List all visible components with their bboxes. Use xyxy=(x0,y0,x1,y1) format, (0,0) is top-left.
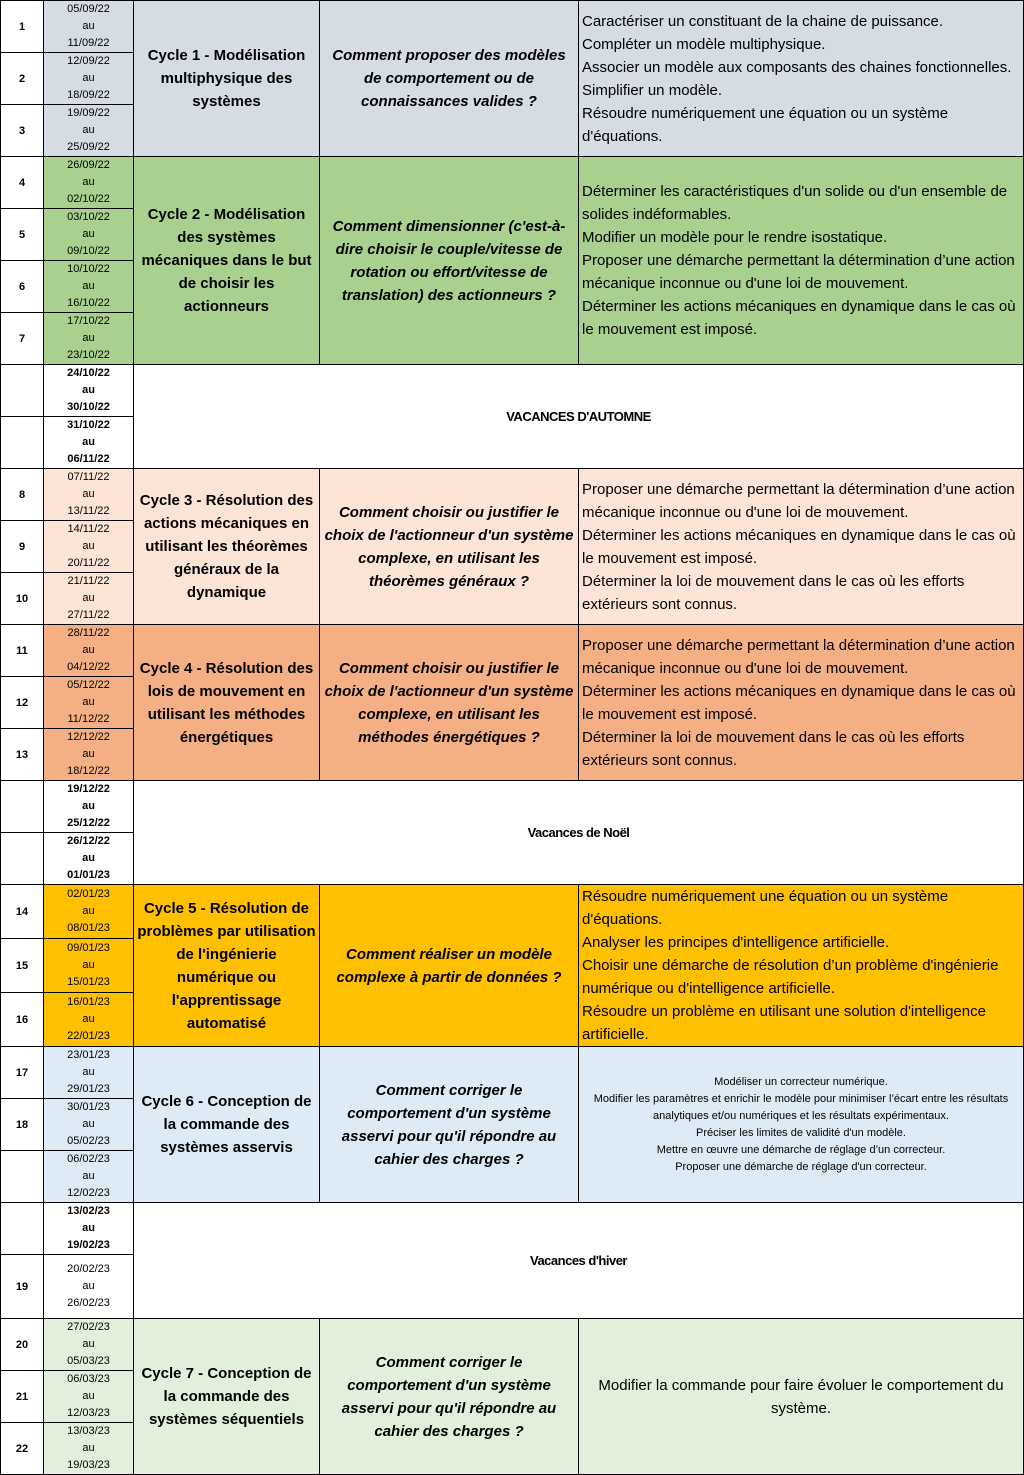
week-number: 6 xyxy=(1,261,44,313)
week-dates: 26/12/22 au 01/01/23 xyxy=(44,833,134,885)
vacation-autumn: VACANCES D'AUTOMNE xyxy=(134,365,1024,469)
week-number xyxy=(1,1203,44,1255)
week-number: 10 xyxy=(1,573,44,625)
week-number: 20 xyxy=(1,1319,44,1371)
cycle-4-objectives: Proposer une démarche permettant la détermination d’une action mécanique inconnue ou d'une loi de mouvement. Déterminer les actions mécaniques en dynamique dans le cas où le mouvement est imposé. Déterminer la loi de mouvement dans le cas où les efforts extérieurs sont connus. xyxy=(579,625,1024,781)
week-dates: 20/02/23 au 26/02/23 xyxy=(44,1255,134,1319)
week-number: 2 xyxy=(1,53,44,105)
cycle-4-question: Comment choisir ou justifier le choix de l'actionneur d'un système complexe, en utilisant les méthodes énergétiques ? xyxy=(320,625,579,781)
week-number: 15 xyxy=(1,939,44,993)
week-number: 7 xyxy=(1,313,44,365)
week-dates: 30/01/23 au 05/02/23 xyxy=(44,1099,134,1151)
week-dates: 21/11/22 au 27/11/22 xyxy=(44,573,134,625)
week-number: 16 xyxy=(1,993,44,1047)
week-dates: 27/02/23 au 05/03/23 xyxy=(44,1319,134,1371)
cycle-6-objectives: Modéliser un correcteur numérique. Modifier les paramètres et enrichir le modèle pour minimiser l’écart entre les résultats analytiques et/ou numériques et les résultats expérimentaux. Préciser les limites de validité d'un modèle. Mettre en œuvre une démarche de réglage d’un correcteur. Proposer une démarche de réglage d'un correcteur. xyxy=(579,1047,1024,1203)
week-dates: 19/09/22 au 25/09/22 xyxy=(44,105,134,157)
week-number: 21 xyxy=(1,1371,44,1423)
week-number: 14 xyxy=(1,885,44,939)
week-number: 5 xyxy=(1,209,44,261)
week-dates: 02/01/23 au 08/01/23 xyxy=(44,885,134,939)
cycle-4-title: Cycle 4 - Résolution des lois de mouvement en utilisant les méthodes énergétiques xyxy=(134,625,320,781)
week-number: 4 xyxy=(1,157,44,209)
cycle-2-title: Cycle 2 - Modélisation des systèmes mécaniques dans le but de choisir les actionneurs xyxy=(134,157,320,365)
week-number xyxy=(1,417,44,469)
week-number: 9 xyxy=(1,521,44,573)
week-number: 19 xyxy=(1,1255,44,1319)
cycle-7-question: Comment corriger le comportement d'un système asservi pour qu'il répondre au cahier des charges ? xyxy=(320,1319,579,1475)
cycle-6-title: Cycle 6 - Conception de la commande des systèmes asservis xyxy=(134,1047,320,1203)
week-dates: 05/12/22 au 11/12/22 xyxy=(44,677,134,729)
week-dates: 07/11/22 au 13/11/22 xyxy=(44,469,134,521)
week-dates: 14/11/22 au 20/11/22 xyxy=(44,521,134,573)
cycle-6-question: Comment corriger le comportement d'un système asservi pour qu'il répondre au cahier des charges ? xyxy=(320,1047,579,1203)
week-dates: 16/01/23 au 22/01/23 xyxy=(44,993,134,1047)
cycle-3-objectives: Proposer une démarche permettant la détermination d’une action mécanique inconnue ou d'une loi de mouvement. Déterminer les actions mécaniques en dynamique dans le cas où le mouvement est imposé. Déterminer la loi de mouvement dans le cas où les efforts extérieurs sont connus. xyxy=(579,469,1024,625)
week-number: 13 xyxy=(1,729,44,781)
week-dates: 19/12/22 au 25/12/22 xyxy=(44,781,134,833)
week-dates: 23/01/23 au 29/01/23 xyxy=(44,1047,134,1099)
week-dates: 03/10/22 au 09/10/22 xyxy=(44,209,134,261)
week-dates: 09/01/23 au 15/01/23 xyxy=(44,939,134,993)
week-dates: 06/02/23 au 12/02/23 xyxy=(44,1151,134,1203)
cycle-3-title: Cycle 3 - Résolution des actions mécaniques en utilisant les théorèmes généraux de la dynamique xyxy=(134,469,320,625)
cycle-5-title: Cycle 5 - Résolution de problèmes par utilisation de l'ingénierie numérique ou l'apprentissage automatisé xyxy=(134,885,320,1047)
week-dates: 10/10/22 au 16/10/22 xyxy=(44,261,134,313)
cycle-7-title: Cycle 7 - Conception de la commande des systèmes séquentiels xyxy=(134,1319,320,1475)
cycle-2-objectives: Déterminer les caractéristiques d'un solide ou d'un ensemble de solides indéformables. Modifier un modèle pour le rendre isostatique. Proposer une démarche permettant la détermination d’une action mécanique inconnue ou d'une loi de mouvement. Déterminer les actions mécaniques en dynamique dans le cas où le mouvement est imposé. xyxy=(579,157,1024,365)
cycle-7-objectives: Modifier la commande pour faire évoluer le comportement du système. xyxy=(579,1319,1024,1475)
week-dates: 06/03/23 au 12/03/23 xyxy=(44,1371,134,1423)
cycle-1-objectives: Caractériser un constituant de la chaine de puissance. Compléter un modèle multiphysique. Associer un modèle aux composants des chaines fonctionnelles. Simplifier un modèle. Résoudre numériquement une équation ou un système d'équations. xyxy=(579,1,1024,157)
week-dates: 31/10/22 au 06/11/22 xyxy=(44,417,134,469)
week-dates: 26/09/22 au 02/10/22 xyxy=(44,157,134,209)
week-dates: 13/03/23 au 19/03/23 xyxy=(44,1423,134,1475)
vacation-noel: Vacances de Noël xyxy=(134,781,1024,885)
week-number: 3 xyxy=(1,105,44,157)
cycle-5-question: Comment réaliser un modèle complexe à partir de données ? xyxy=(320,885,579,1047)
vacation-hiver: Vacances d'hiver xyxy=(134,1203,1024,1319)
cycle-5-objectives: Résoudre numériquement une équation ou un système d'équations. Analyser les principes d'intelligence artificielle. Choisir une démarche de résolution d’un problème d'ingénierie numérique ou d'intelligence artificielle. Résoudre un problème en utilisant une solution d'intelligence artificielle. xyxy=(579,885,1024,1047)
week-number xyxy=(1,833,44,885)
week-number: 22 xyxy=(1,1423,44,1475)
cycle-3-question: Comment choisir ou justifier le choix de l'actionneur d'un système complexe, en utilisant les théorèmes généraux ? xyxy=(320,469,579,625)
week-number: 1 xyxy=(1,1,44,53)
week-number xyxy=(1,781,44,833)
cycle-1-title: Cycle 1 - Modélisation multiphysique des systèmes xyxy=(134,1,320,157)
cycle-2-question: Comment dimensionner (c'est-à-dire choisir le couple/vitesse de rotation ou effort/vitesse de translation) des actionneurs ? xyxy=(320,157,579,365)
week-dates: 28/11/22 au 04/12/22 xyxy=(44,625,134,677)
week-dates: 17/10/22 au 23/10/22 xyxy=(44,313,134,365)
week-dates: 12/09/22 au 18/09/22 xyxy=(44,53,134,105)
week-dates: 13/02/23 au 19/02/23 xyxy=(44,1203,134,1255)
week-number xyxy=(1,365,44,417)
week-number xyxy=(1,1151,44,1203)
week-number: 12 xyxy=(1,677,44,729)
week-number: 18 xyxy=(1,1099,44,1151)
week-number: 8 xyxy=(1,469,44,521)
week-number: 17 xyxy=(1,1047,44,1099)
week-dates: 12/12/22 au 18/12/22 xyxy=(44,729,134,781)
week-dates: 05/09/22 au 11/09/22 xyxy=(44,1,134,53)
cycle-1-question: Comment proposer des modèles de comportement ou de connaissances valides ? xyxy=(320,1,579,157)
week-number: 11 xyxy=(1,625,44,677)
week-dates: 24/10/22 au 30/10/22 xyxy=(44,365,134,417)
